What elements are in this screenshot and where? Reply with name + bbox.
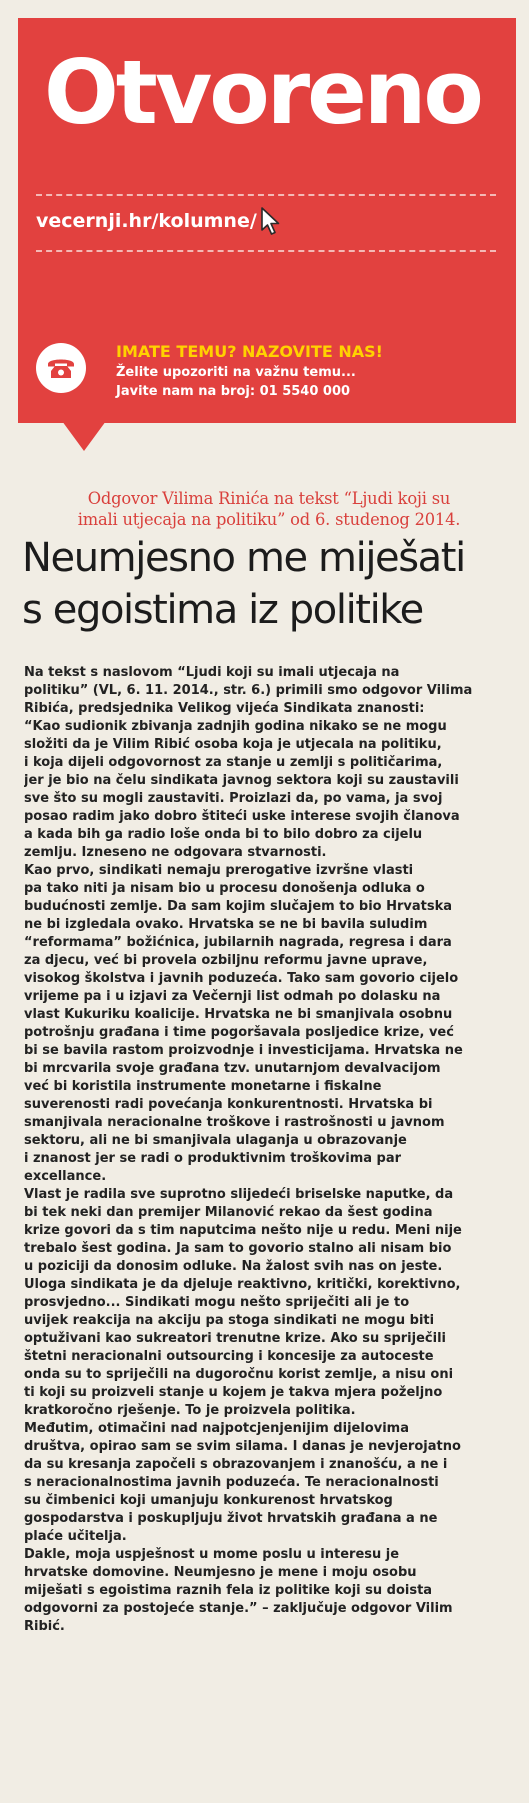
body-text-line: Uloga sindikata je da djeluje reaktivno, kritički, korektivno, <box>24 1277 461 1292</box>
body-text-line: bi tek neki dan premijer Milanović rekao da šest godina <box>24 1205 433 1220</box>
pointer-cursor-icon <box>259 206 281 236</box>
body-text-line: bi mrcvarila svoje građana tzv. unutarnjom devalvacijom <box>24 1061 441 1076</box>
body-text-line: “Kao sudionik zbivanja zadnjih godina nikako se ne mogu <box>24 719 447 734</box>
url-row <box>36 206 281 236</box>
body-text-line: miješati s egoistima raznih fela iz politike koji su doista <box>24 1583 433 1598</box>
body-text-line: trebalo šest godina. Ja sam to govorio stalno ali nisam bio <box>24 1241 452 1256</box>
body-text-line: smanjivala neracionalne troškove i rastrošnosti u javnom <box>24 1115 445 1130</box>
column-url-link[interactable]: vecernji.hr/kolumne/ <box>36 210 257 232</box>
body-text-line: Međutim, otimačini nad najpotcjenjenijim dijelovima <box>24 1421 409 1436</box>
call-us-callout <box>116 341 383 401</box>
body-text-line: ne bi izgledala ovako. Hrvatska se ne bi bavila suludim <box>24 917 428 932</box>
body-text-line: i koja dijeli odgovornost za stanje u zemlji s političarima, <box>24 755 443 770</box>
body-text-line: onda su to spriječili na dugoročnu korist zemlje, a nisu oni <box>24 1367 454 1382</box>
header-banner <box>18 18 516 423</box>
body-text-line: hrvatske domovine. Neumjesno je mene i moju osobu <box>24 1565 417 1580</box>
body-text-line: excellance. <box>24 1169 107 1184</box>
body-text-line: i znanost jer se radi o produktivnim troškovima par <box>24 1151 402 1166</box>
body-text-line: gospodarstva i poskupljuju život hrvatskih građana a ne <box>24 1511 438 1526</box>
body-text-line: da su kresanja započeli s obrazovanjem i znanošću, a ne i <box>24 1457 448 1472</box>
article-body <box>24 664 514 1636</box>
callout-text-1: Želite upozoriti na važnu temu... <box>116 365 356 380</box>
body-text-line: posao radim jako dobro štiteći uske interese svojih članova <box>24 809 460 824</box>
body-text-line: pa tako niti ja nisam bio u procesu donošenja odluka o <box>24 881 425 896</box>
body-text-line: vlast Kukuriku koalicije. Hrvatska ne bi smanjivala osobnu <box>24 1007 453 1022</box>
body-text-line: vrijeme pa i u izjavi za Večernji list odmah po dolasku na <box>24 989 441 1004</box>
body-text-line: Kao prvo, sindikati nemaju prerogative izvršne vlasti <box>24 863 414 878</box>
body-text-line: bi se bavila rastom proizvodnje i investicijama. Hrvatska ne <box>24 1043 463 1058</box>
body-text-line: uvijek reakcija na akciju pa stoga sindikati ne mogu biti <box>24 1313 435 1328</box>
body-text-line: sve što su mogli zaustaviti. Proizlazi da, po vama, ja svoj <box>24 791 443 806</box>
masthead-title: Otvoreno <box>44 41 481 144</box>
speech-bubble-tail <box>62 421 106 451</box>
headline-line: s egoistima iz politike <box>22 587 423 633</box>
article-kicker <box>24 488 514 530</box>
body-text-line: zemlju. Izneseno ne odgovara stvarnosti. <box>24 845 327 860</box>
body-text-line: odgovorni za postojeće stanje.” – zaključuje odgovor Vilim <box>24 1601 453 1616</box>
article-headline <box>22 532 522 636</box>
dashed-divider-bottom <box>36 250 496 252</box>
body-text-line: sektoru, ali ne bi smanjivala ulaganja u obrazovanje <box>24 1133 407 1148</box>
body-text-line: visokog školstva i javnih poduzeća. Tako sam govorio cijelo <box>24 971 459 986</box>
callout-title: IMATE TEMU? NAZOVITE NAS! <box>116 342 383 361</box>
body-text-line: Dakle, moja uspješnost u momе poslu u interesu je <box>24 1547 400 1562</box>
body-text-line: štetni neracionalni outsourcing i koncesije za autoceste <box>24 1349 434 1364</box>
body-text-line: Ribić. <box>24 1619 65 1634</box>
kicker-line: Odgovor Vilima Rinića na tekst “Ljudi koji su <box>87 489 451 508</box>
body-text-line: prosvjedno... Sindikati mogu nešto spriječiti ali je to <box>24 1295 410 1310</box>
body-text-line: s neracionalnostima javnih poduzeća. Te neracionalnosti <box>24 1475 439 1490</box>
kicker-line: imali utjecaja na politiku” od 6. studenog 2014. <box>77 510 461 529</box>
body-text-line: krize govori da s tim naputcima nešto nije u redu. Meni nije <box>24 1223 462 1238</box>
body-text-line: Na tekst s naslovom “Ljudi koji su imali utjecaja na <box>24 665 400 680</box>
body-text-line: su čimbenici koji umanjuju konkurenost hrvatskog <box>24 1493 393 1508</box>
body-text-line: a kada bih ga radio loše onda bi to bilo dobro za cijelu <box>24 827 423 842</box>
body-text-line: Ribića, predsjednika Velikog vijeća Sindikata znanosti: <box>24 701 425 716</box>
body-text-line: ti koji su proizveli stanje u kojem je takva mjera poželjno <box>24 1385 443 1400</box>
body-text-line: već bi koristila instrumente monetarne i fiskalne <box>24 1079 382 1094</box>
body-text-line: politiku” (VL, 6. 11. 2014., str. 6.) primili smo odgovor Vilima <box>24 683 473 698</box>
body-text-line: kratkoročno rješenje. To je proizvela politika. <box>24 1403 356 1418</box>
body-text-line: Vlast je radila sve suprotno slijedeći briselske naputke, da <box>24 1187 454 1202</box>
callout-phone-number: Javite nam na broj: 01 5540 000 <box>116 384 351 399</box>
body-text-line: optuživani kao sukreatori trenutne krize. Ako su spriječili <box>24 1331 446 1346</box>
body-text-line: budućnosti zemlje. Da sam kojim slučajem to bio Hrvatska <box>24 899 453 914</box>
body-text-line: za djecu, već bi provela ozbiljnu reformu javne uprave, <box>24 953 428 968</box>
body-text-line: društva, opirao sam se svim silama. I danas je nevjerojatno <box>24 1439 461 1454</box>
body-text-line: u poziciji da donosim odluke. Na žalost svih nas on jeste. <box>24 1259 443 1274</box>
dashed-divider-top <box>36 194 496 196</box>
headline-line: Neumjesno me miješati <box>22 535 465 581</box>
body-text-line: jer je bio na čelu sindikata javnog sektora koji su zaustavili <box>24 773 459 788</box>
body-text-line: “reformama” božićnica, jubilarnih nagrada, regresa i dara <box>24 935 452 950</box>
body-text-line: složiti da je Vilim Ribić osoba koja je utjecala na politiku, <box>24 737 442 752</box>
body-text-line: potrošnju građana i time pogoršavala posljedice krize, već <box>24 1025 454 1040</box>
body-text-line: plaće učitelja. <box>24 1529 127 1544</box>
phone-icon <box>36 343 86 393</box>
body-text-line: suverenosti radi povećanja konkurentnosti. Hrvatska bi <box>24 1097 433 1112</box>
